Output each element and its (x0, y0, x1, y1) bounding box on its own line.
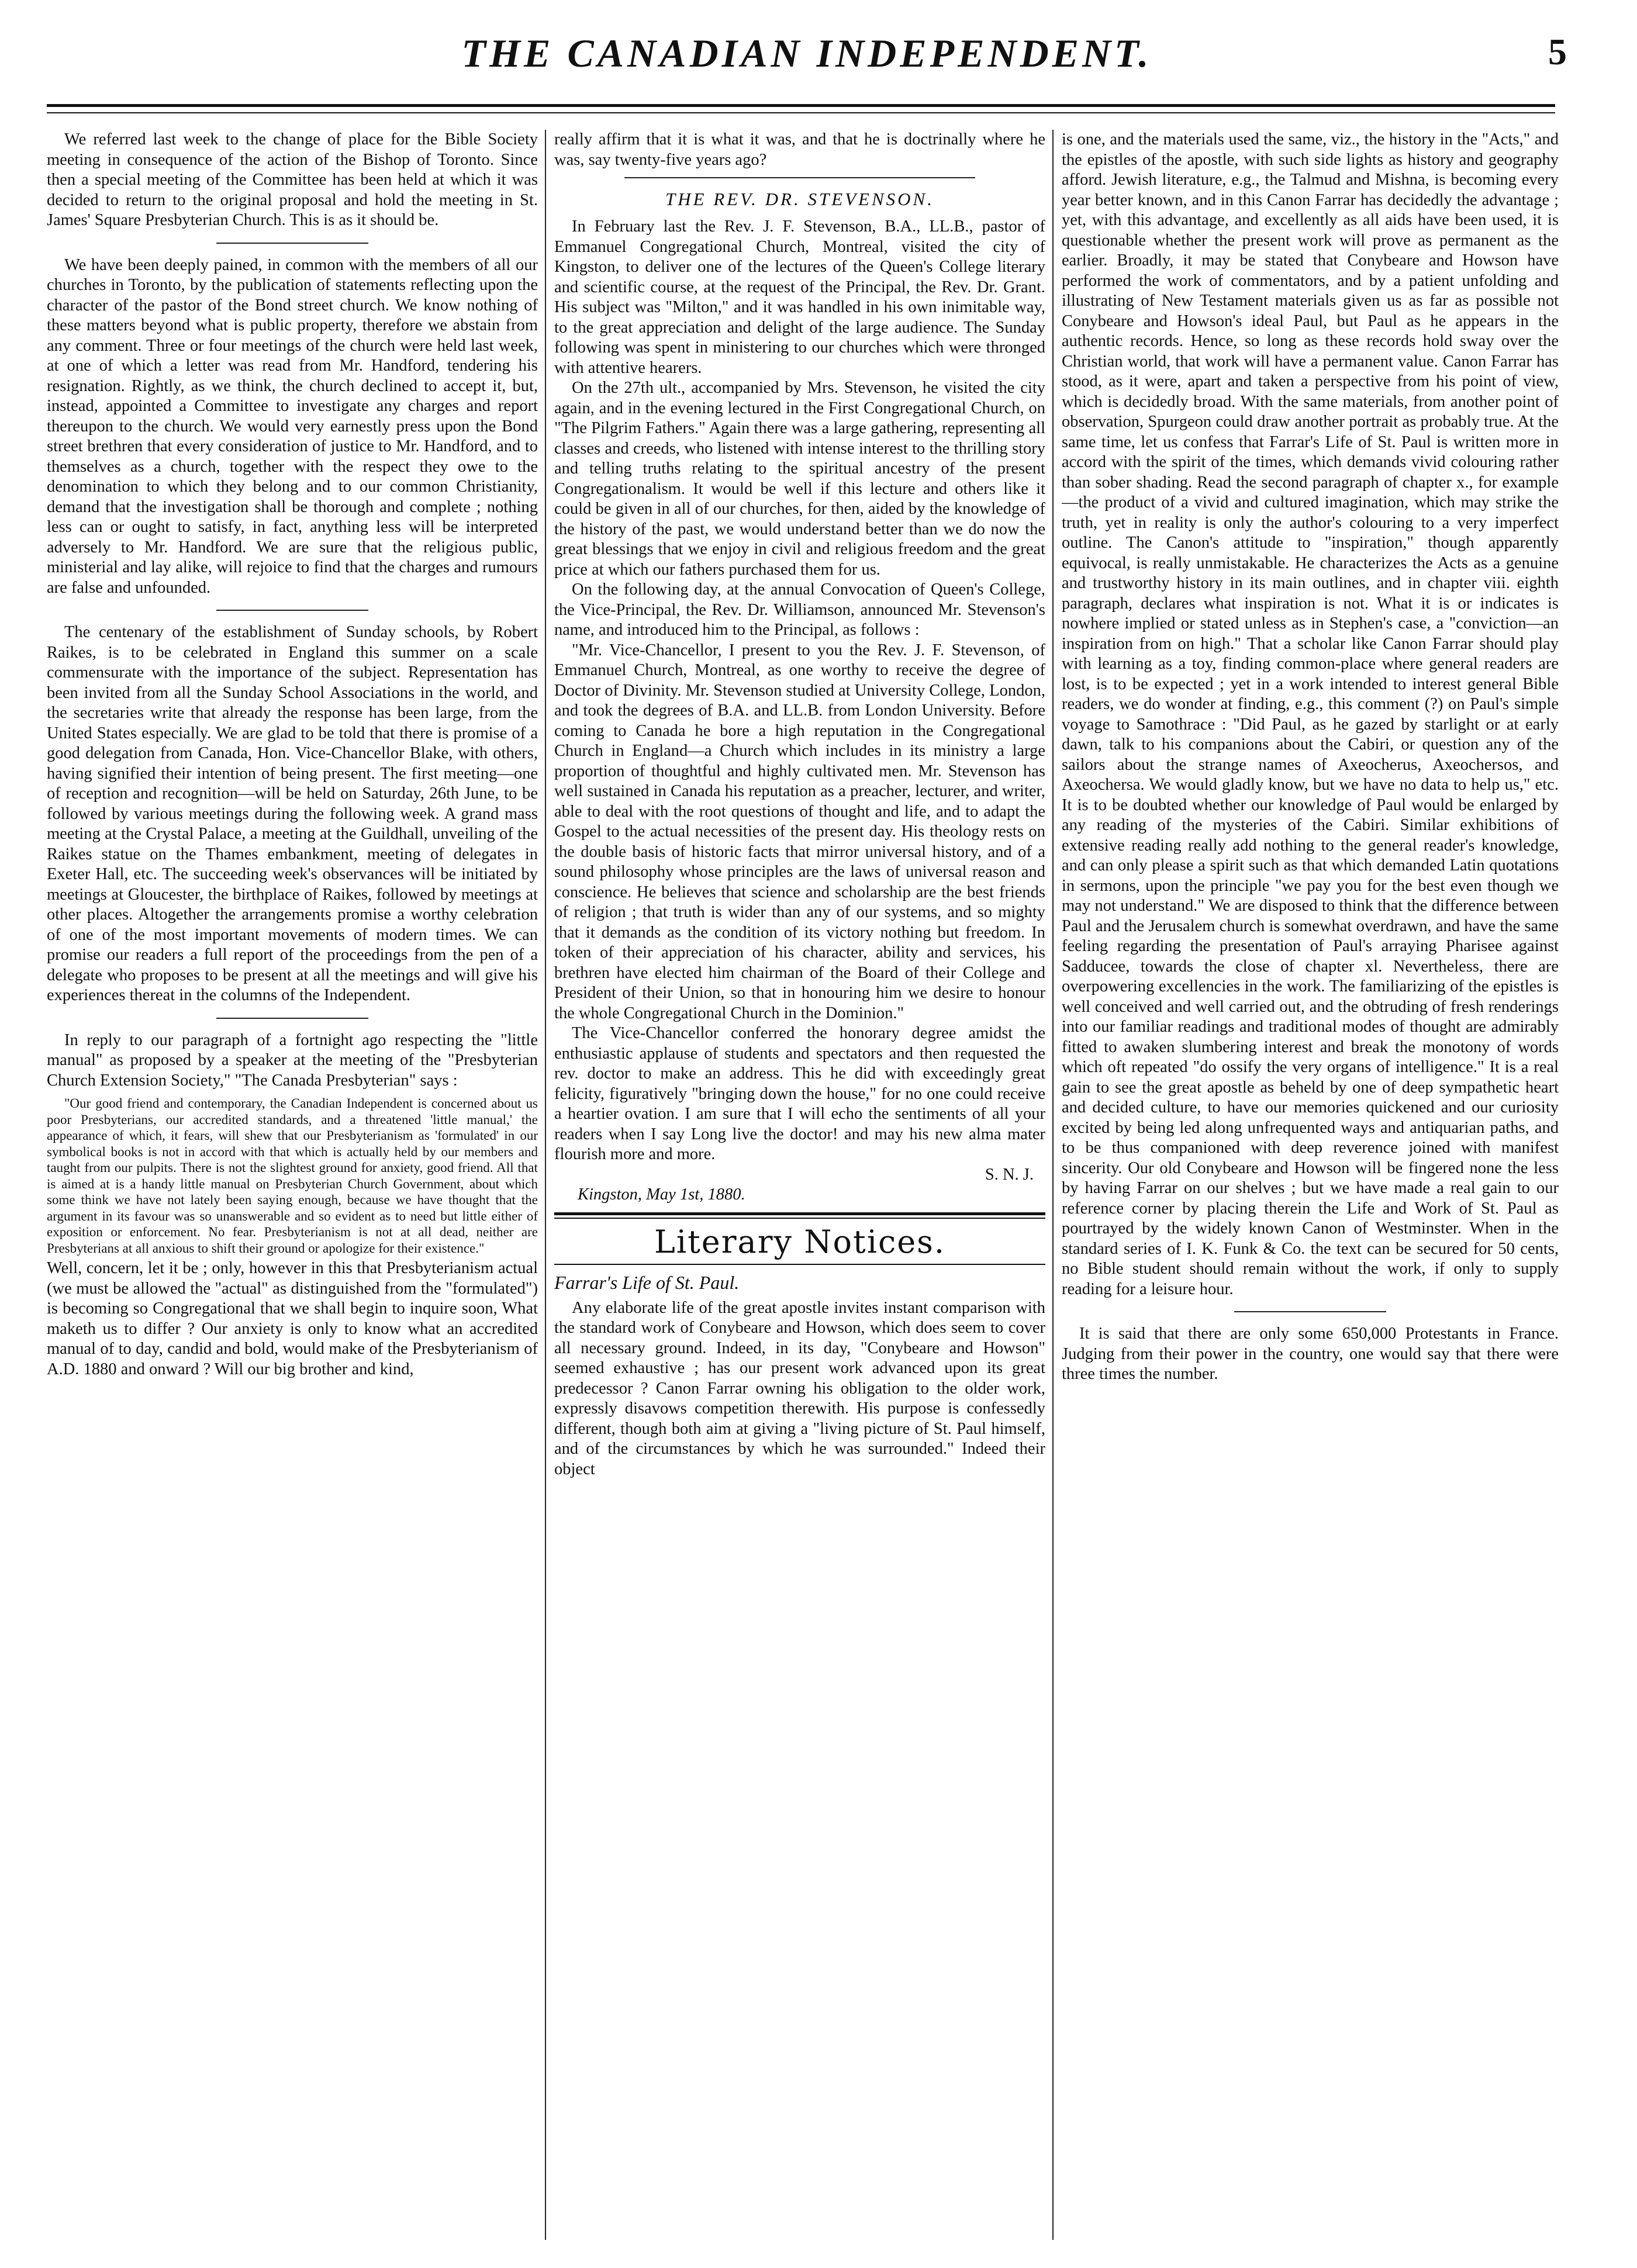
paragraph-sunday-schools: The centenary of the establishment of Sunday schools, by Robert Raikes, is to be celebrated in England this summer on a scale commensurate with the importance of the subject. Representation has been invited from all the Sunday School Associations in the world, and the secretaries write that already the response has been large, from the United States especially. We are glad to be told that there is promise of a good delegation from Canada, Hon. Vice-Chancellor Blake, with others, having signified their intention of being present. The first meeting—one of reception and recognition—will be held on Saturday, 26th June, to be followed by various meetings during the following week. A grand mass meeting at the Crystal Palace, a meeting at the Guildhall, unveiling of the Raikes statue on the Thames embankment, meeting of delegates in Exeter Hall, etc. The succeeding week's observances will be initiated by meetings at Gloucester, the birthplace of Raikes, followed by meetings at other places. Altogether the arrangements promise a worthy celebration of one of the most important movements of modern times. We can promise our readers a full report of the proceedings from the pen of a delegate who proposes to be present at all the meetings and will give his experiences thereat in the columns of the Independent. (47, 623, 538, 1004)
column-2 (554, 130, 1045, 2246)
quotation-canada-presbyterian: "Our good friend and contemporary, the Canadian Independent is concerned about us poor Presbyterians, our accredited standards, and a threatened 'little manual,' the appearance of which, it fears, will shew that our Presbyterianism as 'formulated' in our symbolical books is not in accord with that which is actually held by our members and taught from our pulpits. There is not the slightest ground for anxiety, good friend. All that is aimed at is a handy little manual on Presbyterian Church Government, about which some think we have not lately been saying enough, because we have thought that the argument in its favour was so unanswerable and so evident as to need but little either of exposition or enforcement. No fear. Presbyterianism is not at all dead, neither are Presbyterians at all anxious to shift their ground or apologize for their existence." (47, 1096, 538, 1256)
paragraph-convocation: On the following day, at the annual Convocation of Queen's College, the Vice-Principal, the Rev. Dr. Williamson, announced Mr. Stevenson's name, and introduced him to the Principal, as follows : (554, 580, 1045, 639)
paragraph-bond-street: We have been deeply pained, in common with the members of all our churches in Toronto, by the publication of statements reflecting upon the character of the pastor of the Bond street church. We know nothing of these matters beyond what is public property, therefore we abstain from any comment. Three or four meetings of the church were held last week, at one of which a letter was read from Mr. Handford, tendering his resignation. Rightly, as we think, the church declined to accept it, but, instead, appointed a Committee to investigate any charges and report thereupon to the church. We would very earnestly press upon the Bond street brethren that every consideration of justice to Mr. Handford, and to themselves as a church, together with the respect they owe to the denomination to which they belong and to our common Christianity, demand that the investigation shall be thorough and complete ; nothing less can or ought to satisfy, in fact, anything less will be interpreted adversely to Mr. Handford. We are sure that the religious public, ministerial and lay alike, will rejoice to find that the charges and rumours are false and unfounded. (47, 255, 538, 597)
paragraph-pilgrim-fathers: On the 27th ult., accompanied by Mrs. Stevenson, he visited the city again, and in the evening lectured in the First Congregational Church, on "The Pilgrim Fathers." Again there was a large gathering, representing all classes and creeds, who listened with intense interest to the thrilling story and telling truths relating to the spiritual ancestry of the present Congregationalism. It would be well if this lecture and others like it could be given in all of our churches, for then, aided by the knowledge of the history of the past, we would understand better than we do now the great blessings that we enjoy in civil and religious freedom and the great price at which our fathers purchased them for us. (554, 379, 1045, 579)
paragraph-protestants-france: It is said that there are only some 650,000 Protestants in France. Judging from their power in the country, one would say that there were three times the number. (1062, 1325, 1559, 1383)
paragraph-presentation: "Mr. Vice-Chancellor, I present to you the Rev. J. F. Stevenson, of Emmanuel Church, Montreal, as one worthy to receive the degree of Doctor of Divinity. Mr. Stevenson studied at University College, London, and took the degrees of B.A. and LL.B. from London University. Before coming to Canada he bore a high reputation in the Congregational Church in England—a Church which includes in its ministry a large proportion of thoughtful and highly cultivated men. Mr. Stevenson has well sustained in Canada his reputation as a preacher, lecturer, and writer, able to deal with the root questions of thought and life, and to adapt the Gospel to the actual necessities of the present day. His theology rests on the double basis of historic facts that mirror universal history, and of a sound philosophy whose principles are the laws of universal reason and conscience. He believes that science and scholarship are the best friends of religion ; that truth is wider than any of our systems, and so mighty that it demands as the condition of its victory nothing but freedom. In token of their appreciation of his character, ability and services, his brethren have elected him chairman of the Board of their College and President of their Union, so that in honouring him we desire to honour the whole Congregational Church in the Dominion." (554, 641, 1045, 1022)
header-rule-thin (47, 112, 1555, 113)
section-divider (216, 1018, 368, 1019)
page-number: 5 (1548, 31, 1567, 72)
column-1 (47, 130, 538, 2246)
column-3 (1062, 130, 1559, 2246)
paragraph-little-manual: In reply to our paragraph of a fortnight ago respecting the "little manual" as proposed by a speaker at the meeting of the "Presbyterian Church Extension Society," "The Canada Presbyterian" says : (47, 1031, 538, 1090)
page-header (47, 30, 1567, 95)
section-divider (216, 243, 368, 244)
paragraph-degree: The Vice-Chancellor conferred the honorary degree amidst the enthusiastic applause of students and spectators and then requested the rev. doctor to make an address. This he did with exceedingly great felicity, figuratively "bringing down the house," for no one could receive a heartier ovation. I am sure that I will echo the sentiments of all your readers when I say Long live the doctor! and may his new alma mater flourish more and more. (554, 1024, 1045, 1163)
paragraph-review-continued: is one, and the materials used the same, viz., the history in the "Acts," and the epistles of the apostle, with such side lights as history and geography afford. Jewish literature, e.g., the Talmud and Mishna, is becoming every year better known, and in this Canon Farrar has decidedly the advantage ; yet, with this advantage, and excellently as all aids have been used, it is questionable whether the present work will prove as permanent as the earlier. Broadly, it may be stated that Conybeare and Howson have performed the work of commentators, and by a patient unfolding and illustrating of New Testament materials given us as far as possible not Conybeare and Howson's ideal Paul, but Paul as he appears in the authentic records. Hence, so long as these records hold sway over the Christian world, that work will have a permanent value. Canon Farrar has stood, as it were, apart and taken a perspective from his point of view, which is decidedly broad. With the same materials, from another point of observation, Spurgeon could draw another portrait as probably true. At the same time, let us confess that Farrar's Life of St. Paul is written more in accord with the spirit of the times, which demands vivid colouring rather than sober shading. Read the second paragraph of chapter x., for example—the product of a vivid and cultured imagination, which may strike the truth, yet in reality is only the author's colouring to a very imperfect outline. The Canon's attitude to "inspiration," though apparently equivocal, is really unmistakable. He characterizes the Acts as a genuine and trustworthy history in its main outlines, and in chapter viii. eighth paragraph, declares what inspiration is not. What it is or indicates is nowhere implied or stated unless as in Stephen's case, a "conviction—an inspiration from on high." That a scholar like Canon Farrar should play with learning as a toy, finding common-place where general readers are lost, is to be expected ; yet in a work intended to interest general Bible readers, we do wonder at finding, e.g., this comment (?) on Paul's simple voyage to Samothrace : "Did Paul, as he gazed by starlight or at early dawn, talk to his companions about the Cabiri, or question any of the sailors about the strange names of Axeocherus, Axeochersos, and Axeochersa. We would gladly know, but we have no data to help us," etc. It is to be doubted whether our knowledge of Paul would be enlarged by any reading of the mysteries of the Cabiri. Similar exhibitions of extensive reading really add nothing to the general reader's knowledge, and can only please a spirit such as that which demanded Latin quotations in sermons, upon the principle "we pay you for the best even though we may not understand." We are disposed to think that the difference between Paul and the Jerusalem church is somewhat overdrawn, and have the same feeling regarding the presentation of Paul's arraying Pharisee against Sadducee, towards the close of chapter xl. Nevertheless, there are overpowering excellencies in the work. The familiarizing of the epistles is well conceived and well carried out, and the obtruding of fresh renderings into our familiar readings and traditional modes of thought are admirably fitted to awaken slumbering interest and break the monotony of words which oft repeated "do ossify the very organs of intelligence." It is a real gain to see the great apostle as beheld by one of deep sympathetic heart and decided culture, to have our memories quickened and our curiosity excited by being led along unfrequented ways and antiquarian paths, and to be thus companioned with deep reverence joined with manifest sincerity. Our old Conybeare and Howson will be fingered none the less by having Farrar on our shelves ; but we have made a real gain to our reference corner by placing therein the Life and Work of St. Paul as pourtrayed by the widely known Canon of Westminster. When in the standard series of I. K. Funk & Co. the text can be secured for 50 cents, no Bible student should remain without the work, if only to supply reading for a leisure hour. (1062, 130, 1559, 1298)
paragraph-continuation: really affirm that it is what it was, and that he is doctrinally where he was, say twenty-five years ago? (554, 130, 1045, 169)
newspaper-title: THE CANADIAN INDEPENDENT. (461, 31, 1152, 75)
article-heading: THE REV. DR. STEVENSON. (665, 189, 934, 209)
signature: S. N. J. (985, 1165, 1034, 1184)
section-divider (1234, 1311, 1386, 1312)
paragraph-reply: Well, concern, let it be ; only, however in this that Presbyterianism actual (we must be allowed the "actual" as distinguished from the "formulated") is becoming so Congregational that we shall begin to inquire soon, What maketh us to differ ? Our anxiety is only to know what an accredited manual of to day, candid and bold, would make of the Presbyterianism of A.D. 1880 and onward ? Will our big brother and kind, (47, 1259, 538, 1378)
section-rule (554, 1218, 1045, 1219)
dateline: Kingston, May 1st, 1880. (578, 1185, 745, 1204)
book-title: Farrar's Life of St. Paul. (554, 1271, 740, 1293)
section-divider (216, 610, 368, 611)
paragraph-review: Any elaborate life of the great apostle invites instant comparison with the standard work of Conybeare and Howson, which does seem to cover all necessary ground. Indeed, in its day, "Conybeare and Howson" seemed exhaustive ; has our present work advanced upon its great predecessor ? Canon Farrar owning his obligation to the older work, expressly disavows competition therewith. His purpose is confessedly different, though both aim at giving a "living picture of St. Paul himself, and of the circumstances by which he was surrounded." Indeed their object (554, 1298, 1045, 1478)
header-rule-thick (47, 104, 1555, 107)
section-divider (624, 177, 975, 178)
section-title: Literary Notices. (654, 1223, 946, 1260)
paragraph-bible-society: We referred last week to the change of place for the Bible Society meeting in consequence of the action of the Bishop of Toronto. Since then a special meeting of the Committee has been held at which it was decided to return to the original proposal and hold the meeting in St. James' Square Presbyterian Church. This is as it should be. (47, 130, 538, 229)
section-rule (554, 1212, 1045, 1215)
column-divider-1 (545, 130, 546, 2240)
section-rule (554, 1264, 1045, 1265)
column-divider-2 (1052, 130, 1054, 2240)
paragraph-stevenson-visit: In February last the Rev. J. F. Stevenson, B.A., LL.B., pastor of Emmanuel Congregational Church, Montreal, visited the city of Kingston, to deliver one of the lectures of the Queen's College literary and scientific course, at the request of the Principal, the Rev. Dr. Grant. His subject was "Milton," and it was handled in his own inimitable way, to the great appreciation and delight of the large audience. The Sunday following was spent in ministering to our churches which were thronged with attentive hearers. (554, 217, 1045, 377)
